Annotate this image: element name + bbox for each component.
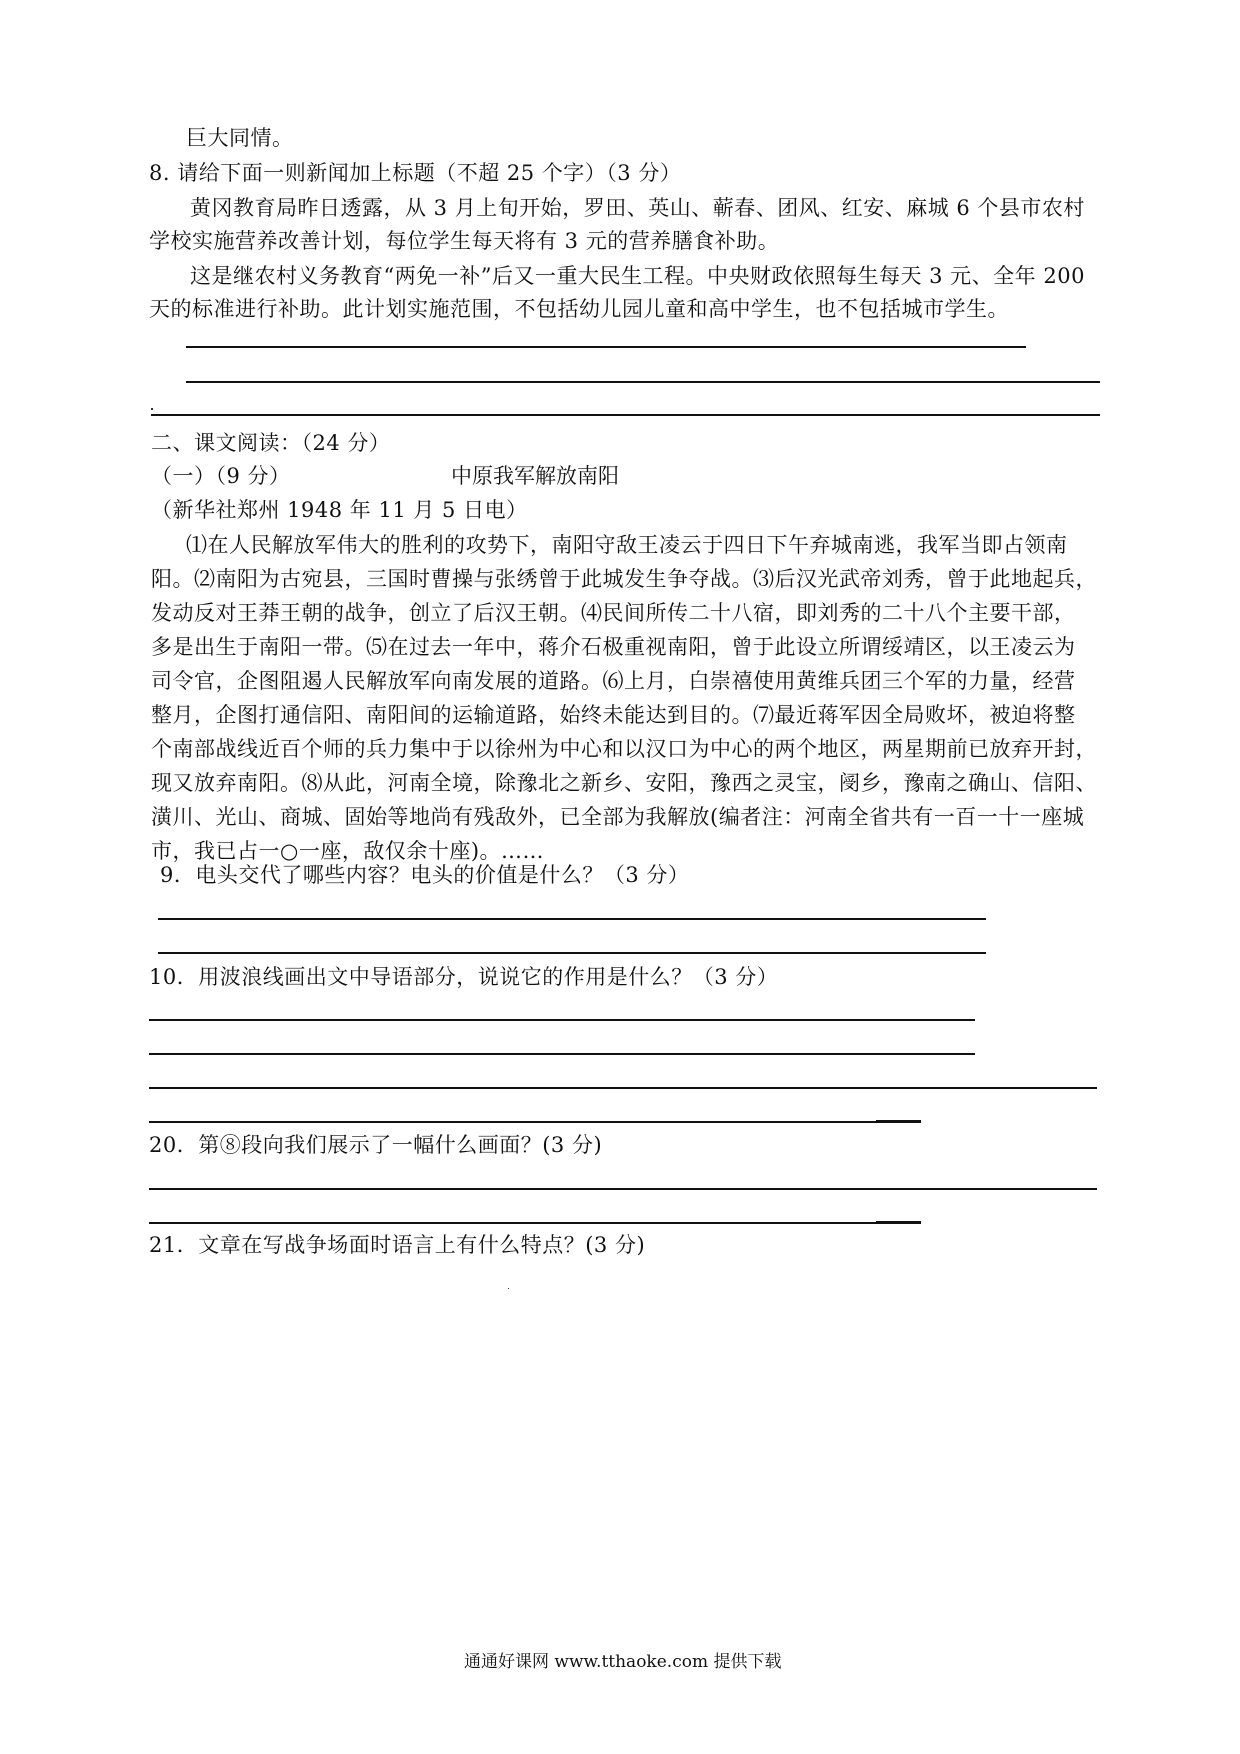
article-line: ⑴在人民解放军伟大的胜利的攻势下，南阳守敌王凌云于四日下午弃城南逃，我军当即占领南: [186, 533, 1068, 557]
q8-paragraph1-line1: 黄冈教育局昨日透露，从 3 月上旬开始，罗田、英山、蕲春、团风、红安、麻城 6 个县市农村: [190, 196, 1085, 220]
article-line: 司令官，企图阻遏人民解放军向南发展的道路。⑹上月，白崇禧使用黄维兵团三个军的力量，经营: [151, 669, 1076, 693]
article-line: 阳。⑵南阳为古宛县，三国时曹操与张绣曾于此城发生争夺战。⑶后汉光武帝刘秀，曾于此地起兵，: [151, 567, 1097, 591]
q10-answer-line-4[interactable]: [149, 1121, 921, 1123]
q8-paragraph2-line2: 天的标准进行补助。此计划实施范围，不包括幼儿园儿童和高中学生，也不包括城市学生。: [149, 297, 1009, 321]
article-line: 个南部战线近百个师的兵力集中于以徐州为中心和以汉口为中心的两个地区，两星期前已放弃开封，: [151, 737, 1097, 761]
footer-credit: 通通好课网 www.tthaoke.com 提供下载: [464, 1652, 782, 1672]
q8-answer-line-2[interactable]: [186, 381, 1100, 383]
q8-prompt: 8. 请给下面一则新闻加上标题（不超 25 个字）（3 分）: [149, 161, 682, 185]
q10-answer-line-2[interactable]: [149, 1053, 975, 1055]
article-line: 发动反对王莽王朝的战争，创立了后汉王朝。⑷民间所传二十八宿，即刘秀的二十八个主要干部，: [151, 601, 1076, 625]
q8-answer-line-3[interactable]: [151, 414, 1100, 416]
stray-dot: [508, 1288, 509, 1289]
q20-answer-line-2[interactable]: [149, 1222, 921, 1224]
intro-tail: 巨大同情。: [186, 126, 294, 150]
q8-paragraph1-line2: 学校实施营养改善计划，每位学生每天将有 3 元的营养膳食补助。: [149, 229, 780, 253]
q10-prompt: 10．用波浪线画出文中导语部分，说说它的作用是什么？（3 分）: [149, 965, 779, 989]
article-line: 多是出生于南阳一带。⑸在过去一年中，蒋介石极重视南阳，曾于此设立所谓绥靖区，以王凌云为: [151, 635, 1076, 659]
q10-answer-line-4-end: [876, 1120, 921, 1123]
q8-answer-line-1[interactable]: [186, 346, 1026, 348]
article-title: 中原我军解放南阳: [451, 464, 619, 488]
q8-paragraph2-line1: 这是继农村义务教育“两免一补”后又一重大民生工程。中央财政依照每生每天 3 元、全年 200: [190, 264, 1085, 288]
q21-prompt: 21．文章在写战争场面时语言上有什么特点？(3 分): [149, 1233, 646, 1257]
q10-answer-line-3[interactable]: [149, 1087, 1097, 1089]
q9-answer-line-1[interactable]: [158, 918, 986, 920]
article-dateline: （新华社郑州 1948 年 11 月 5 日电）: [151, 498, 528, 522]
q20-answer-line-2-end: [876, 1221, 921, 1224]
section2-heading: 二、课文阅读：（24 分）: [151, 431, 391, 455]
article-line: 潢川、光山、商城、固始等地尚有残敌外，已全部为我解放(编者注：河南全省共有一百一十一座城: [151, 805, 1085, 829]
article-line: 现又放弃南阳。⑻从此，河南全境，除豫北之新乡、安阳，豫西之灵宝，阌乡，豫南之确山、信阳、: [151, 771, 1097, 795]
q10-answer-line-1[interactable]: [149, 1019, 975, 1021]
q9-prompt: 9．电头交代了哪些内容？电头的价值是什么？（3 分）: [160, 863, 690, 887]
article-line: 市，我已占一○一座，敌仅余十座)。……: [151, 839, 545, 863]
q20-prompt: 20．第⑧段向我们展示了一幅什么画面？(3 分): [149, 1133, 603, 1157]
stray-mark: [151, 408, 153, 410]
part1-label: （一）（9 分）: [151, 464, 291, 488]
q20-answer-line-1[interactable]: [149, 1188, 1097, 1190]
article-line: 整月，企图打通信阳、南阳间的运输道路，始终未能达到目的。⑺最近蒋军因全局败坏，被迫将整: [151, 703, 1076, 727]
q9-answer-line-2[interactable]: [158, 952, 986, 954]
